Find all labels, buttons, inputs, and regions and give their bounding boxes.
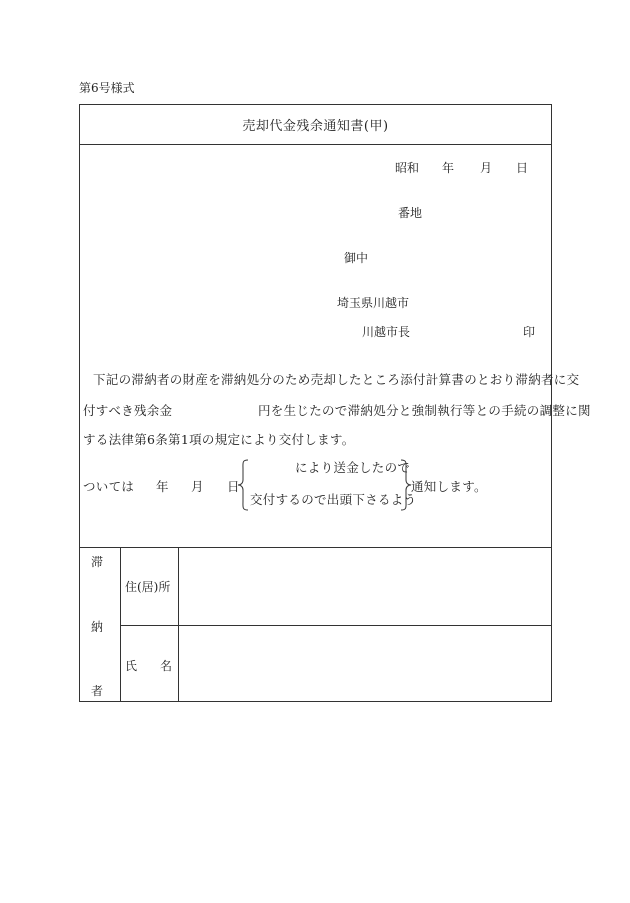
name-field-label-2: 名 <box>160 659 173 673</box>
name-field-label-1: 氏 <box>125 659 138 673</box>
left-brace-icon <box>237 459 249 511</box>
form-number: 第6号様式 <box>79 81 135 95</box>
date-month: 月 <box>480 161 493 175</box>
form-title: 売却代金残余通知書(甲) <box>242 119 389 134</box>
option-send: により送金したので <box>295 460 411 475</box>
notice-prefix: ついては <box>83 479 135 494</box>
body-line-2b: 円を生じたので滞納処分と強制執行等との手続の調整に関 <box>258 403 591 418</box>
delinquent-char-3: 者 <box>91 684 104 698</box>
date-day: 日 <box>516 161 529 175</box>
recipient-suffix: 御中 <box>344 251 369 265</box>
delinquent-char-1: 滞 <box>91 555 104 569</box>
row-divider <box>121 625 551 626</box>
notice-month: 月 <box>191 479 204 494</box>
address-field-label: 住(居)所 <box>125 580 171 594</box>
address-label: 番地 <box>398 206 423 220</box>
delinquent-char-2: 納 <box>91 620 104 634</box>
issuer-title: 川越市長 <box>362 325 411 339</box>
issuer-city: 埼玉県川越市 <box>337 296 410 310</box>
option-appear: 交付するので出頭下さるよう <box>250 492 417 507</box>
date-era: 昭和 <box>395 161 420 175</box>
notice-form <box>79 104 591 702</box>
body-line-3: する法律第6条第1項の規定により交付します。 <box>83 432 355 447</box>
date-year: 年 <box>442 161 455 175</box>
body-line-1: 下記の滞納者の財産を滞納処分のため売却したところ添付計算書のとおり滞納者に交 <box>93 372 580 387</box>
notice-suffix: 通知します。 <box>411 479 487 494</box>
notice-day: 日 <box>227 479 240 494</box>
body-line-2a: 付すべき残余金 <box>83 403 173 418</box>
seal-mark: 印 <box>523 325 536 339</box>
label-column-divider <box>178 547 179 701</box>
title-divider <box>80 144 551 145</box>
notice-year: 年 <box>156 479 169 494</box>
section-divider <box>80 547 551 548</box>
delinquent-header-divider <box>120 547 121 701</box>
